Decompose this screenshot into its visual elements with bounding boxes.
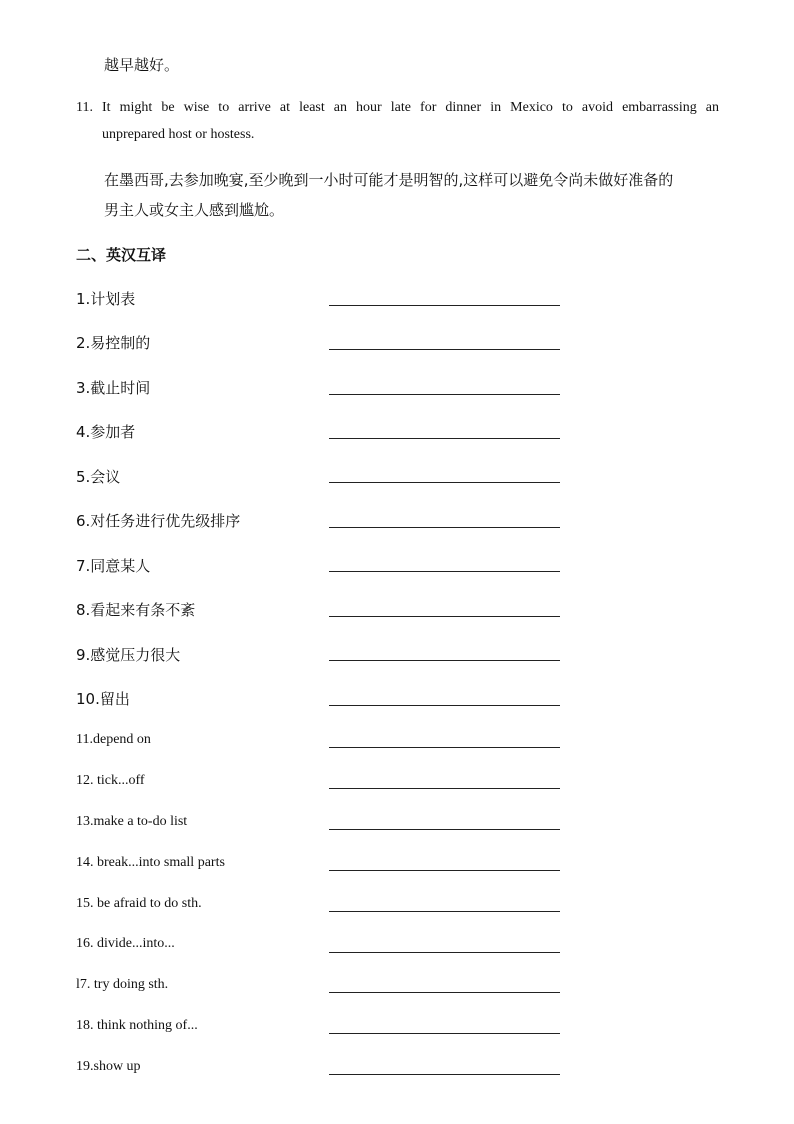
vocab-item-label: 4.参加者: [76, 423, 136, 441]
answer-blank[interactable]: [329, 705, 560, 706]
section-title: 二、英汉互译: [76, 246, 167, 264]
vocab-item-label: 5.会议: [76, 468, 121, 486]
vocab-item-label: 8.看起来有条不紊: [76, 601, 196, 619]
question-11-english-line-1: It might be wise to arrive at least an hour late for dinner in Mexico to avoid embarrassing an: [102, 100, 719, 115]
vocab-item-label: 7.同意某人: [76, 557, 151, 575]
vocab-item-label: 15. be afraid to do sth.: [76, 896, 202, 911]
vocab-item-label: 19.show up: [76, 1059, 141, 1074]
answer-blank[interactable]: [329, 870, 560, 871]
vocab-item-label: 14. break...into small parts: [76, 855, 225, 870]
question-11-english-line-2: unprepared host or hostess.: [102, 127, 255, 142]
previous-translation-end: 越早越好。: [104, 56, 180, 74]
vocab-item-label: 10.留出: [76, 690, 130, 708]
vocab-item-label: 18. think nothing of...: [76, 1018, 198, 1033]
vocab-item-label: 12. tick...off: [76, 773, 145, 788]
answer-blank[interactable]: [329, 788, 560, 789]
answer-blank[interactable]: [329, 1033, 560, 1034]
answer-blank[interactable]: [329, 305, 560, 306]
vocab-item-label: 13.make a to-do list: [76, 814, 188, 829]
vocab-item-label: 11.depend on: [76, 732, 151, 747]
answer-blank[interactable]: [329, 571, 560, 572]
vocab-item-label: 16. divide...into...: [76, 936, 175, 951]
answer-blank[interactable]: [329, 349, 560, 350]
vocab-item-label: 3.截止时间: [76, 379, 151, 397]
question-11-number: 11.: [76, 100, 93, 115]
answer-blank[interactable]: [329, 394, 560, 395]
answer-blank[interactable]: [329, 911, 560, 912]
vocab-item-label: 9.感觉压力很大: [76, 646, 181, 664]
answer-blank[interactable]: [329, 1074, 560, 1075]
answer-blank[interactable]: [329, 992, 560, 993]
answer-blank[interactable]: [329, 616, 560, 617]
vocab-item-label: 2.易控制的: [76, 334, 151, 352]
vocab-item-label: l7. try doing sth.: [76, 977, 169, 992]
answer-blank[interactable]: [329, 527, 560, 528]
answer-blank[interactable]: [329, 747, 560, 748]
question-11-chinese-line-2: 男主人或女主人感到尴尬。: [104, 201, 285, 219]
answer-blank[interactable]: [329, 482, 560, 483]
vocab-item-label: 1.计划表: [76, 290, 136, 308]
answer-blank[interactable]: [329, 829, 560, 830]
question-11-chinese-line-1: 在墨西哥,去参加晚宴,至少晚到一小时可能才是明智的,这样可以避免令尚未做好准备的: [104, 171, 674, 189]
answer-blank[interactable]: [329, 952, 560, 953]
answer-blank[interactable]: [329, 438, 560, 439]
answer-blank[interactable]: [329, 660, 560, 661]
vocab-item-label: 6.对任务进行优先级排序: [76, 512, 241, 530]
